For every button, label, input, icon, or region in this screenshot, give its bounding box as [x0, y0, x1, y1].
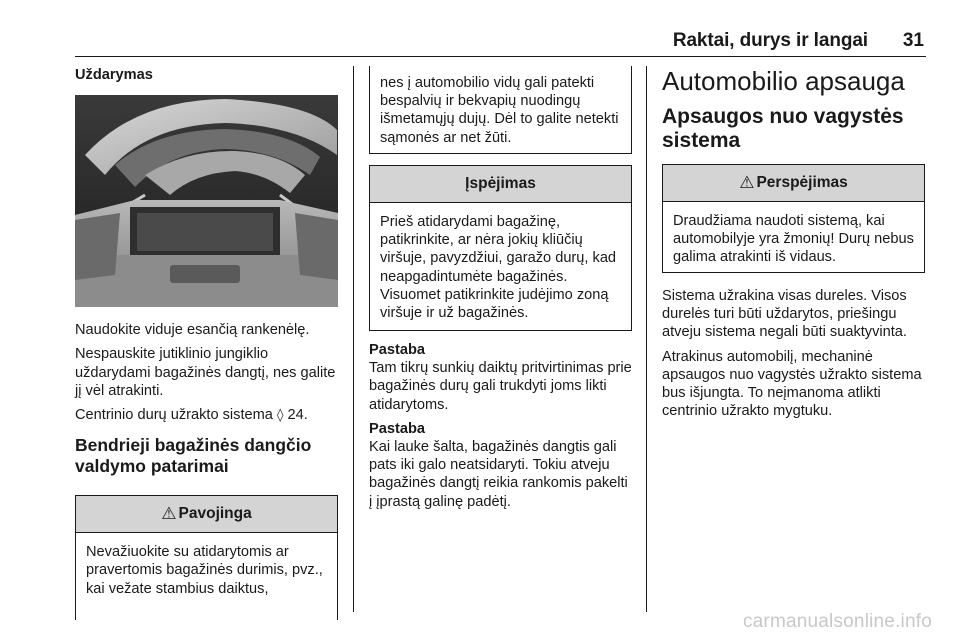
car-tailgate-open-photo: [75, 95, 338, 307]
warning-triangle-icon: ⚠: [739, 172, 755, 193]
column-divider-1: [353, 66, 354, 612]
caution-box-text: Prieš atidarydami bagažinę, patikrinkite, ar nėra jokių kliūčių viršuje, pavyzdžiui, garažo durų, kad neapgadintumėte bagažinės. Visuomet patikrinkite judėjimo zoną viršuje ir už bagažinės.: [380, 214, 617, 322]
chapter-section-title: Automobilio apsauga: [662, 66, 905, 96]
ref-text: Centrinio durų užrakto sistema: [75, 407, 273, 424]
note-label-2: Pastaba: [369, 420, 425, 437]
paragraph-system-locks: Sistema užrakina visas dureles. Visos durelės turi būti uždarytos, priešingu atveju sistema negali būti suaktyvinta.: [662, 288, 907, 341]
column-3: [662, 66, 926, 420]
section-heading-general-tips: Bendrieji bagažinės dangčio valdymo patarimai: [75, 435, 312, 477]
note-text-1: Tam tikrų sunkių daiktų pritvirtinimas prie bagažinės durų gali trukdyti joms likti atidarytoms.: [369, 360, 632, 413]
danger-box-title: Pavojinga: [178, 505, 252, 523]
danger-box-continued-text: nes į automobilio vidų gali patekti bespalvių ir bekvapių nuodingų išmetamųjų dujų. Dėl to galite netekti sąmonės ar net žūti.: [380, 75, 619, 146]
section-subtitle-antitheft: Apsaugos nuo vagystės sistema: [662, 105, 904, 152]
ref-page[interactable]: 24.: [283, 407, 308, 424]
warning-box-text: Draudžiama naudoti sistemą, kai automobilyje yra žmonių! Durų nebus galima atrakinti iš vidaus.: [673, 213, 914, 266]
paragraph-inside-handle: Naudokite viduje esančią rankenėlę.: [75, 322, 310, 339]
paragraph-unlock-disable: Atrakinus automobilį, mechaninė apsaugos nuo vagystės užrakto sistema bus išjungta. To neįmanoma atlikti centrinio užrakto mygtuku.: [662, 348, 922, 420]
danger-box-continued: [369, 66, 632, 154]
warning-box: [662, 164, 925, 273]
warning-box-header: [663, 165, 924, 202]
warning-triangle-icon: ⚠: [161, 504, 177, 525]
chapter-title: Raktai, durys ir langai: [672, 30, 868, 51]
caution-box-header: [370, 166, 631, 203]
column-2: [369, 66, 633, 511]
paragraph-touch-switch: Nespauskite jutiklinio jungiklio uždarydami bagažinės dangtį, nes galite jį vėl atrakinti.: [75, 346, 336, 399]
danger-box-header: [76, 496, 337, 533]
section-heading-closing: Uždarymas: [75, 67, 153, 83]
photo-illustration: [75, 95, 338, 307]
caution-box-title: Įspėjimas: [465, 174, 536, 192]
column-1: [75, 66, 343, 620]
paragraph-central-locking-ref: [75, 406, 343, 425]
site-watermark: carmanualsonline.info: [742, 611, 932, 632]
page-ref-icon[interactable]: ◊: [276, 408, 284, 424]
caution-box: [369, 165, 632, 331]
danger-box: [75, 495, 338, 620]
page-header: [75, 29, 926, 57]
note-label-1: Pastaba: [369, 342, 425, 358]
note-text-2: Kai lauke šalta, bagažinės dangtis gali pats iki galo neatsidaryti. Tokiu atveju bagažinės dangtį reikia rankomis pakelti į įprastą galinę padėtį.: [369, 439, 628, 510]
warning-box-title: Perspėjimas: [756, 173, 848, 191]
page-number: 31: [902, 30, 924, 51]
column-divider-2: [646, 66, 647, 612]
danger-box-text: Nevažiuokite su atidarytomis ar pravertomis bagažinės durimis, pvz., kai vežate stambius daiktus,: [86, 544, 323, 597]
